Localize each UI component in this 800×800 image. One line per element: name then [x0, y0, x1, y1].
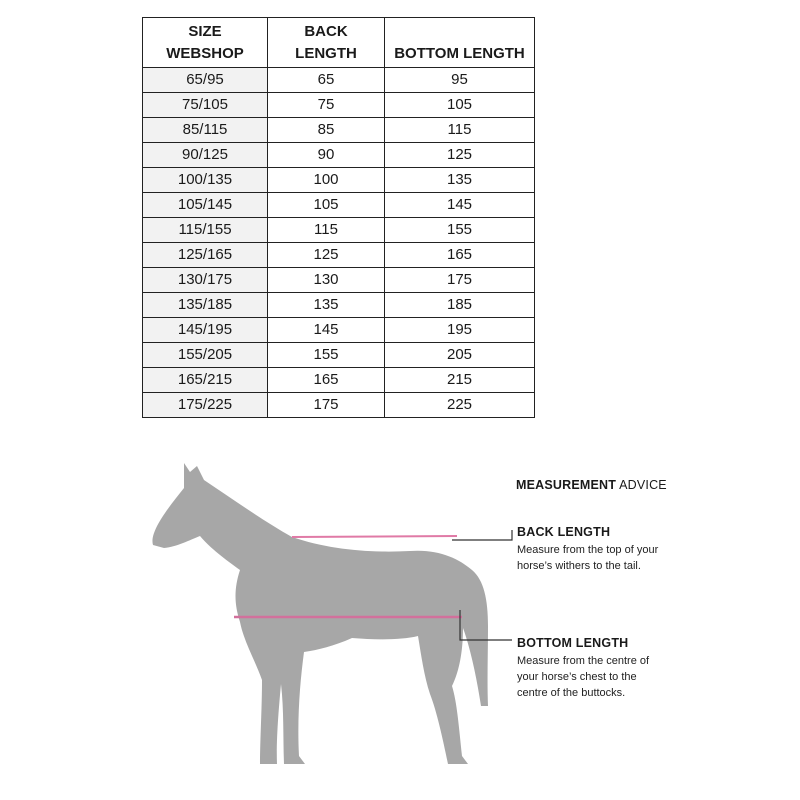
size-webshop-cell: 75/105 [143, 93, 268, 118]
size-webshop-cell: 135/185 [143, 293, 268, 318]
back-length-cell: 115 [268, 218, 385, 243]
table-row [143, 393, 535, 418]
size-webshop-cell: 175/225 [143, 393, 268, 418]
table-row [143, 118, 535, 143]
header-size-webshop: SIZE WEBSHOP [143, 18, 268, 68]
size-webshop-cell: 105/145 [143, 193, 268, 218]
table-row [143, 343, 535, 368]
measurement-advice-title: MEASUREMENT ADVICE [516, 478, 667, 492]
back-length-cell: 165 [268, 368, 385, 393]
back-length-line [292, 536, 457, 537]
back-length-cell: 75 [268, 93, 385, 118]
back-length-pointer [452, 530, 512, 540]
back-length-cell: 130 [268, 268, 385, 293]
horse-silhouette [152, 463, 488, 764]
back-length-cell: 155 [268, 343, 385, 368]
size-webshop-cell: 115/155 [143, 218, 268, 243]
size-webshop-cell: 130/175 [143, 268, 268, 293]
size-webshop-cell: 90/125 [143, 143, 268, 168]
table-row [143, 68, 535, 93]
table-body [143, 68, 535, 418]
back-length-cell: 135 [268, 293, 385, 318]
bottom-length-cell: 105 [385, 93, 535, 118]
size-webshop-cell: 100/135 [143, 168, 268, 193]
back-length-cell: 105 [268, 193, 385, 218]
table-row [143, 168, 535, 193]
header-back-length: BACK LENGTH [268, 18, 385, 68]
back-length-cell: 85 [268, 118, 385, 143]
bottom-length-cell: 115 [385, 118, 535, 143]
back-length-cell: 125 [268, 243, 385, 268]
bottom-length-cell: 155 [385, 218, 535, 243]
bottom-length-cell: 215 [385, 368, 535, 393]
header-bottom-length: BOTTOM LENGTH [385, 18, 535, 68]
bottom-length-cell: 135 [385, 168, 535, 193]
back-length-label: BACK LENGTH [517, 525, 611, 539]
bottom-length-cell: 165 [385, 243, 535, 268]
bottom-length-cell: 95 [385, 68, 535, 93]
table-row [143, 268, 535, 293]
size-webshop-cell: 85/115 [143, 118, 268, 143]
table-row [143, 93, 535, 118]
size-webshop-cell: 65/95 [143, 68, 268, 93]
table-row [143, 243, 535, 268]
table-row [143, 293, 535, 318]
back-length-cell: 175 [268, 393, 385, 418]
back-length-cell: 65 [268, 68, 385, 93]
bottom-length-label: BOTTOM LENGTH [517, 636, 629, 650]
table-header-row [143, 18, 535, 68]
table-row [143, 218, 535, 243]
bottom-length-cell: 125 [385, 143, 535, 168]
bottom-length-cell: 185 [385, 293, 535, 318]
table-row [143, 143, 535, 168]
horse-diagram [0, 440, 800, 800]
table-row [143, 193, 535, 218]
bottom-length-cell: 225 [385, 393, 535, 418]
bottom-length-cell: 205 [385, 343, 535, 368]
size-table [142, 17, 535, 418]
bottom-length-cell: 175 [385, 268, 535, 293]
size-webshop-cell: 125/165 [143, 243, 268, 268]
back-length-cell: 90 [268, 143, 385, 168]
size-webshop-cell: 165/215 [143, 368, 268, 393]
table-row [143, 368, 535, 393]
size-webshop-cell: 145/195 [143, 318, 268, 343]
back-length-description: Measure from the top of your horse’s withers to the tail. [517, 544, 659, 572]
table-row [143, 318, 535, 343]
back-length-cell: 145 [268, 318, 385, 343]
bottom-length-cell: 195 [385, 318, 535, 343]
back-length-cell: 100 [268, 168, 385, 193]
bottom-length-description: Measure from the centre of your horse’s chest to the centre of the buttocks. [517, 655, 650, 699]
bottom-length-cell: 145 [385, 193, 535, 218]
size-webshop-cell: 155/205 [143, 343, 268, 368]
